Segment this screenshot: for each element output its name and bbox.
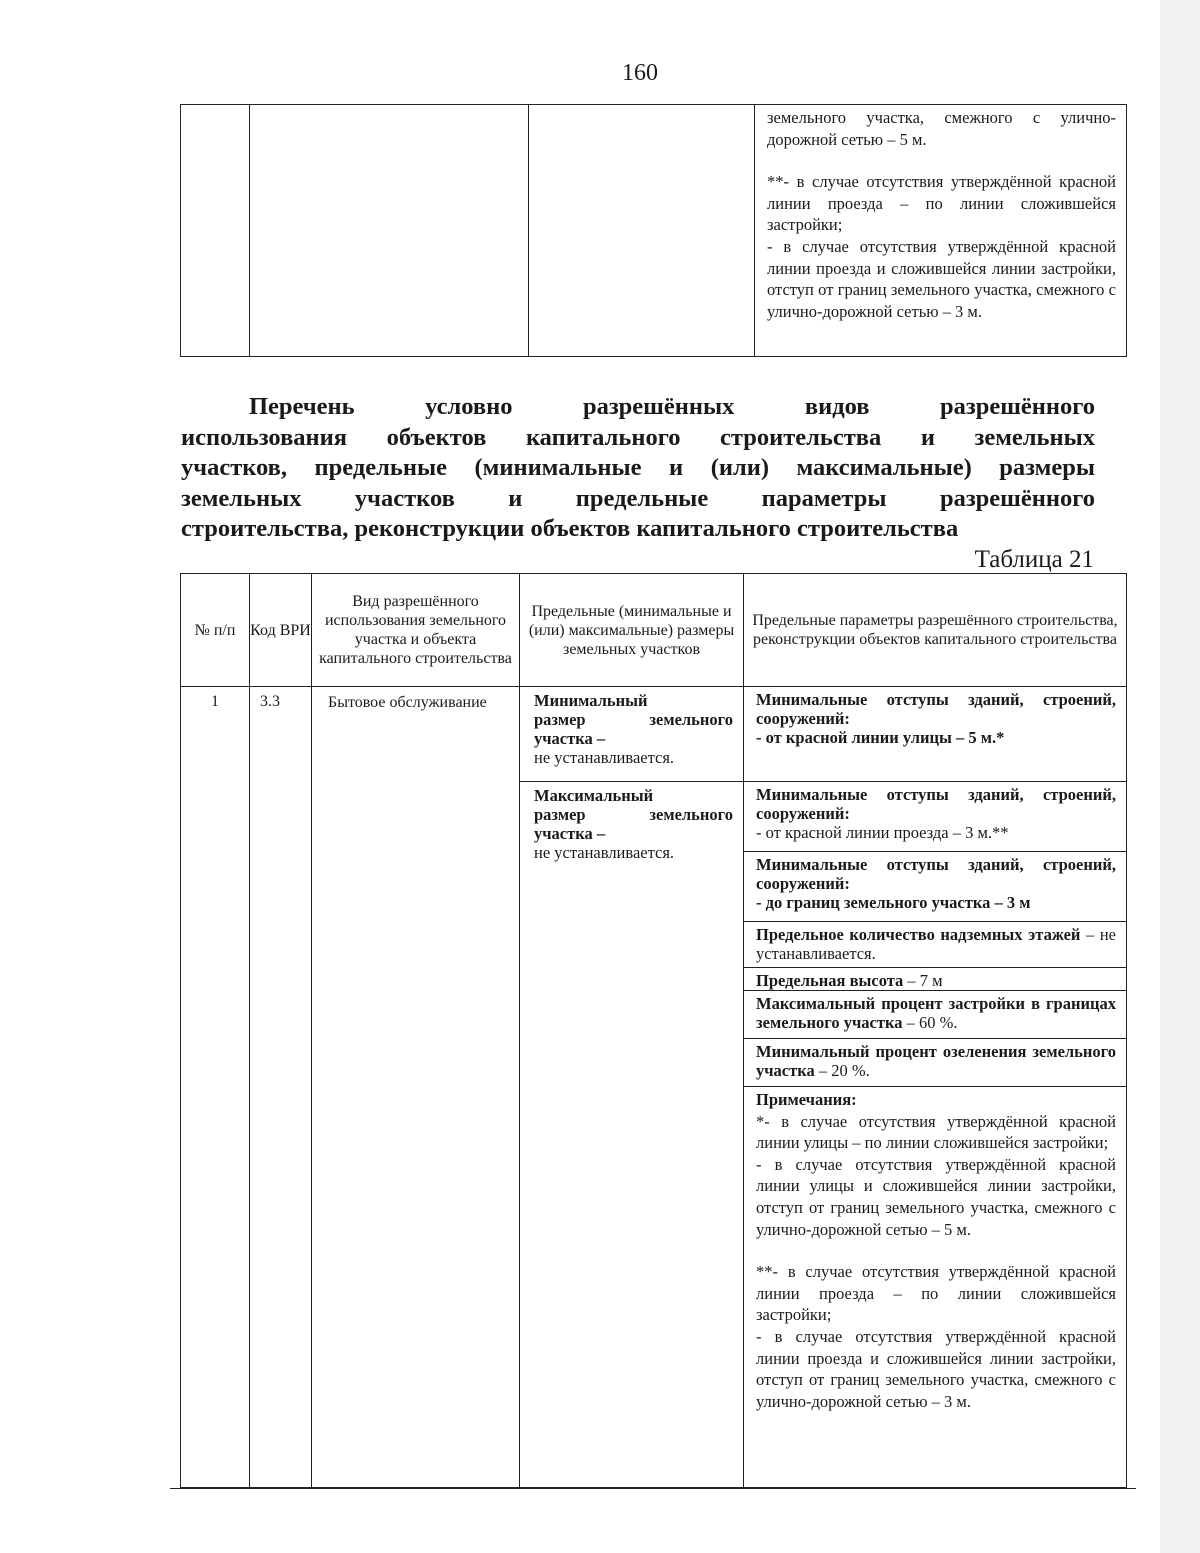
param-cell: [744, 968, 1127, 991]
table-header-row: [181, 574, 1127, 687]
header-sizes: Предельные (минимальные и (или) максимальные) размеры земельных участков: [520, 574, 744, 687]
table-row: [181, 105, 1127, 357]
header-code: Код ВРИ: [250, 574, 312, 687]
min-size-value: не устанавливается.: [534, 748, 675, 767]
param-label: Максимальный процент застройки в границах земельного участка: [756, 994, 1116, 1032]
param-value: - до границ земельного участка – 3 м: [756, 893, 1031, 912]
param-label: Минимальный процент озеленения земельного участка: [756, 1042, 1116, 1080]
note-line: **- в случае отсутствия утверждённой красной линии проезда – по линии сложившейся застройки;: [767, 172, 1116, 235]
row-kind: Бытовое обслуживание: [312, 687, 520, 1488]
heading-line: Перечень условно разрешённых видов разрешённого: [249, 393, 1095, 420]
header-params: Предельные параметры разрешённого строительства, реконструкции объектов капитального строительства: [744, 574, 1127, 687]
max-size-label: Максимальный: [534, 786, 654, 805]
notes-title: Примечания:: [756, 1090, 857, 1109]
note-line: - в случае отсутствия утверждённой красной линии проезда и сложившейся линии застройки, отступ от границ земельного участка, смежного с улично-дорожной сетью – 3 м.: [767, 236, 1116, 321]
note-line: земельного участка, смежного с улично-дорожной сетью – 5 м.: [767, 108, 1116, 149]
param-value: – не устанавливается.: [756, 925, 1116, 963]
param-cell: [744, 1039, 1127, 1087]
max-size-label: размер земельного: [534, 805, 733, 824]
param-cell: [744, 687, 1127, 782]
row-number: 1: [181, 687, 250, 1488]
param-value: - от красной линии проезда – 3 м.**: [756, 823, 1009, 842]
param-value: – 20 %.: [814, 1061, 870, 1080]
param-cell: [744, 991, 1127, 1039]
empty-cell: [181, 105, 250, 357]
note-line: *- в случае отсутствия утверждённой красной линии улицы – по линии сложившейся застройки;: [756, 1111, 1116, 1153]
continuation-notes: [755, 105, 1127, 357]
heading-line: строительства, реконструкции объектов капитального строительства: [181, 515, 959, 542]
min-size-label: участка –: [534, 729, 606, 748]
min-size-label: размер земельного: [534, 710, 733, 729]
param-cell: [744, 782, 1127, 852]
empty-cell: [529, 105, 755, 357]
max-size-cell: [520, 782, 744, 1488]
max-size-value: не устанавливается.: [534, 843, 675, 862]
param-label: Минимальные отступы зданий, строений, сооружений:: [756, 690, 1116, 728]
note-gap: [756, 1240, 1116, 1261]
param-cell: [744, 852, 1127, 922]
param-label: Минимальные отступы зданий, строений, сооружений:: [756, 855, 1116, 893]
page-bottom-rule: [170, 1488, 1136, 1489]
table-label: Таблица 21: [974, 546, 1094, 573]
param-label: Минимальные отступы зданий, строений, сооружений:: [756, 785, 1116, 823]
permitted-use-table: [180, 573, 1127, 1488]
param-label: Предельное количество надземных этажей: [756, 925, 1081, 944]
header-kind: Вид разрешённого использования земельного участка и объекта капитального строительства: [312, 574, 520, 687]
header-num: № п/п: [181, 574, 250, 687]
row-code: 3.3: [250, 687, 312, 1488]
note-gap: [767, 150, 1116, 171]
notes-cell: [744, 1087, 1127, 1488]
note-line: - в случае отсутствия утверждённой красной линии проезда и сложившейся линии застройки, отступ от границ земельного участка, смежного с улично-дорожной сетью – 3 м.: [756, 1326, 1116, 1411]
scan-margin-strip: [1160, 0, 1200, 1553]
heading-line: использования объектов капитального строительства и земельных: [181, 423, 1095, 451]
empty-cell: [250, 105, 529, 357]
continuation-table: [180, 104, 1127, 357]
heading-line: участков, предельные (минимальные и (или) максимальные) размеры: [181, 454, 1095, 481]
note-line: **- в случае отсутствия утверждённой красной линии проезда – по линии сложившейся застройки;: [756, 1262, 1116, 1325]
max-size-label: участка –: [534, 824, 606, 843]
min-size-cell: [520, 687, 744, 782]
page-number: 160: [622, 60, 658, 86]
param-label: Предельная высота: [756, 971, 904, 990]
param-value: - от красной линии улицы – 5 м.*: [756, 728, 1005, 747]
min-size-label: Минимальный: [534, 691, 648, 710]
param-value: – 7 м: [903, 971, 943, 990]
param-cell: [744, 922, 1127, 968]
note-line: - в случае отсутствия утверждённой красной линии улицы и сложившейся линии застройки, отступ от границ земельного участка, смежного с улично-дорожной сетью – 5 м.: [756, 1154, 1116, 1239]
param-value: – 60 %.: [902, 1013, 958, 1032]
heading-line: земельных участков и предельные параметры разрешённого: [181, 484, 1095, 512]
section-heading: [181, 392, 1095, 545]
table-row: [181, 687, 1127, 782]
